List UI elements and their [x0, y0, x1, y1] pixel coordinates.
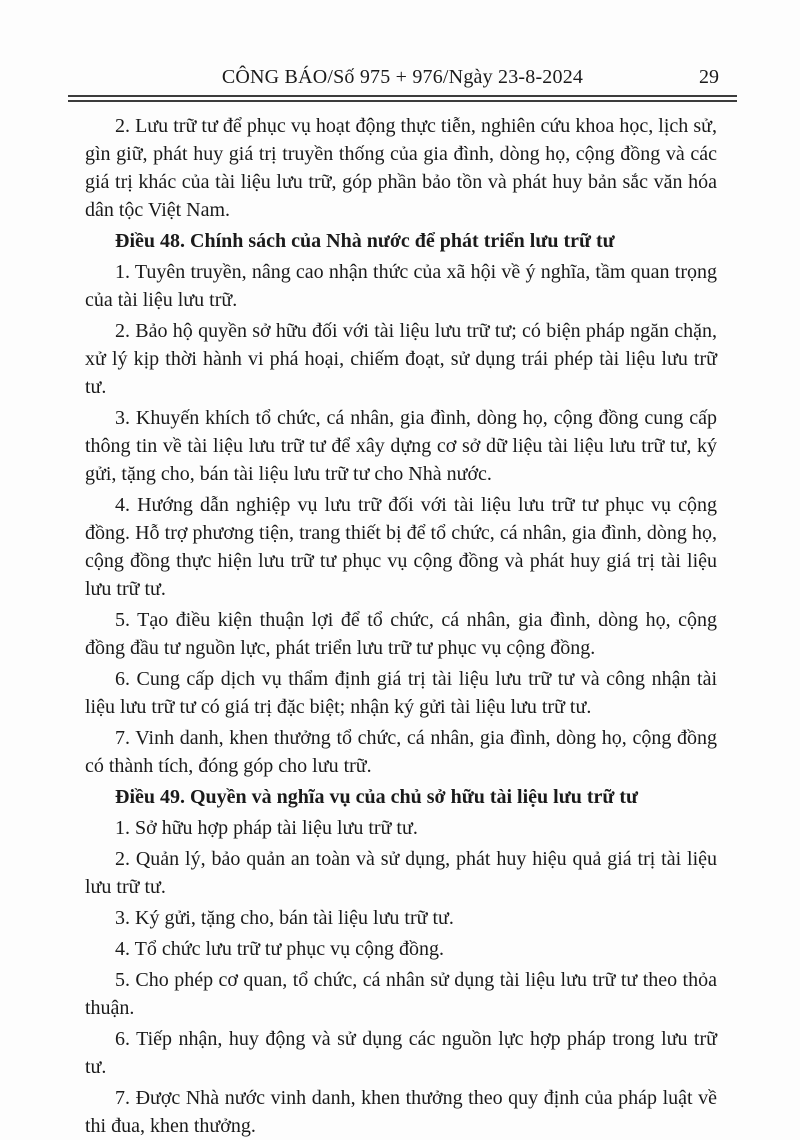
header-row: [68, 64, 737, 91]
paragraph: 7. Vinh danh, khen thưởng tổ chức, cá nhân, gia đình, dòng họ, cộng đồng có thành tích, đóng góp cho lưu trữ.: [85, 727, 717, 777]
section-heading: Điều 48. Chính sách của Nhà nước để phát triển lưu trữ tư: [115, 230, 615, 252]
paragraph: 6. Tiếp nhận, huy động và sử dụng các nguồn lực hợp pháp trong lưu trữ tư.: [85, 1028, 717, 1078]
page-number: 29: [699, 66, 719, 88]
paragraph: 2. Bảo hộ quyền sở hữu đối với tài liệu lưu trữ tư; có biện pháp ngăn chặn, xử lý kịp thời hành vi phá hoại, chiếm đoạt, sử dụng trái phép tài liệu lưu trữ tư.: [85, 320, 717, 398]
paragraph: 4. Hướng dẫn nghiệp vụ lưu trữ đối với tài liệu lưu trữ tư phục vụ cộng đồng. Hỗ trợ phương tiện, trang thiết bị để tổ chức, cá nhân, gia đình, dòng họ, cộng đồng thực hiện lưu trữ tư phục vụ cộng đồng và phát huy giá trị tài liệu lưu trữ tư.: [85, 494, 717, 600]
paragraph: 3. Khuyến khích tổ chức, cá nhân, gia đình, dòng họ, cộng đồng cung cấp thông tin về tài liệu lưu trữ tư để xây dựng cơ sở dữ liệu tài liệu lưu trữ tư, ký gửi, tặng cho, bán tài liệu lưu trữ tư cho Nhà nước.: [85, 407, 717, 485]
paragraph: 2. Lưu trữ tư để phục vụ hoạt động thực tiễn, nghiên cứu khoa học, lịch sử, gìn giữ, phát huy giá trị truyền thống của gia đình, dòng họ, cộng đồng và các giá trị khác của tài liệu lưu trữ, góp phần bảo tồn và phát huy bản sắc văn hóa dân tộc Việt Nam.: [85, 115, 717, 221]
gazette-title: CÔNG BÁO/Số 975 + 976/Ngày 23-8-2024: [221, 66, 584, 88]
document-body: [85, 112, 717, 1140]
paragraph: 5. Tạo điều kiện thuận lợi để tổ chức, cá nhân, gia đình, dòng họ, cộng đồng đầu tư nguồn lực, phát triển lưu trữ tư phục vụ cộng đồng.: [85, 609, 717, 659]
paragraph: 2. Quản lý, bảo quản an toàn và sử dụng, phát huy hiệu quả giá trị tài liệu lưu trữ tư.: [85, 848, 717, 898]
paragraph: 1. Tuyên truyền, nâng cao nhận thức của xã hội về ý nghĩa, tầm quan trọng của tài liệu lưu trữ.: [85, 261, 717, 311]
paragraph: 5. Cho phép cơ quan, tổ chức, cá nhân sử dụng tài liệu lưu trữ tư theo thỏa thuận.: [85, 969, 717, 1019]
paragraph: 6. Cung cấp dịch vụ thẩm định giá trị tài liệu lưu trữ tư và công nhận tài liệu lưu trữ tư có giá trị đặc biệt; nhận ký gửi tài liệu lưu trữ tư.: [85, 668, 717, 718]
page-header: [68, 64, 737, 102]
paragraph: 7. Được Nhà nước vinh danh, khen thưởng theo quy định của pháp luật về thi đua, khen thưởng.: [85, 1087, 717, 1137]
paragraph: 3. Ký gửi, tặng cho, bán tài liệu lưu trữ tư.: [115, 907, 454, 929]
header-double-rule: [68, 95, 737, 102]
paragraph: 4. Tổ chức lưu trữ tư phục vụ cộng đồng.: [115, 938, 445, 960]
paragraph: 1. Sở hữu hợp pháp tài liệu lưu trữ tư.: [115, 817, 418, 839]
section-heading: Điều 49. Quyền và nghĩa vụ của chủ sở hữu tài liệu lưu trữ tư: [115, 786, 639, 808]
